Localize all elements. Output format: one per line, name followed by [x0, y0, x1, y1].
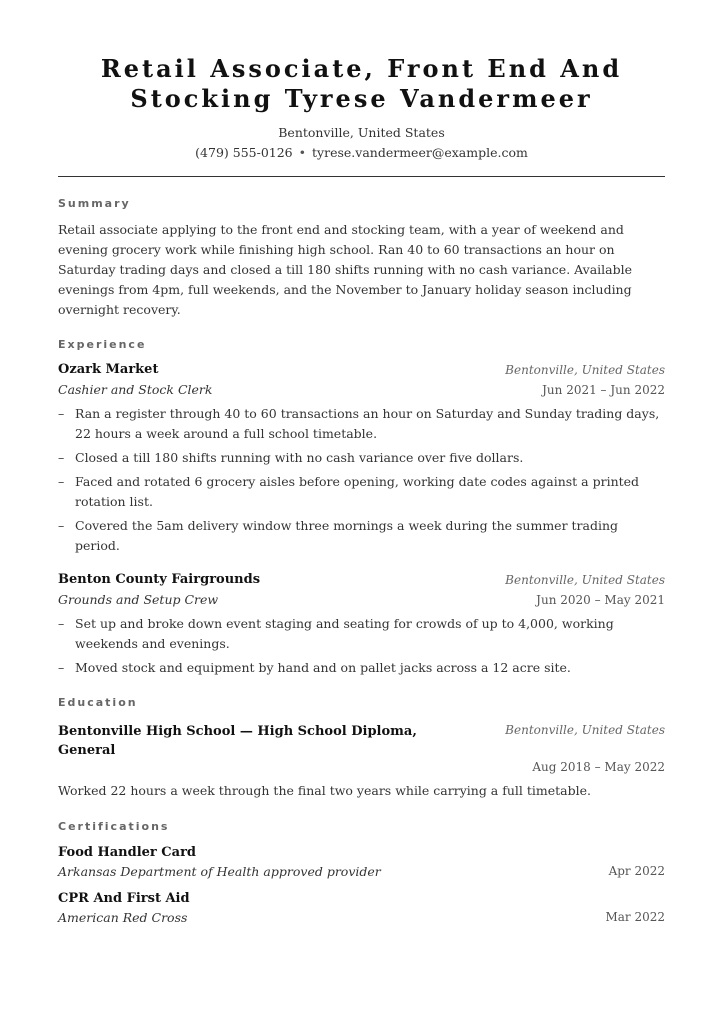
education-note: Worked 22 hours a week through the final two years while carrying a full timetable. [58, 783, 591, 798]
contact-line [58, 145, 665, 160]
job-bullet: – Faced and rotated 6 grocery aisles before opening, working date codes against a printed rotation list. [58, 472, 665, 512]
job-dates: Jun 2020 – May 2021 [536, 593, 665, 607]
contact-separator: • [298, 145, 307, 160]
education-dates: Aug 2018 – May 2022 [532, 760, 665, 774]
job-bullet: – Ran a register through 40 to 60 transactions an hour on Saturday and Sunday trading days, 22 hours a week around a full school timetable. [58, 404, 665, 444]
summary-heading: Summary [58, 197, 131, 210]
school-degree-line-1: Bentonville High School — High School Diploma, [58, 724, 417, 739]
name-line-2: Stocking Tyrese Vandermeer [130, 84, 593, 113]
job-bullet: – Closed a till 180 shifts running with no cash variance over five dollars. [58, 448, 665, 468]
experience-heading: Experience [58, 338, 147, 351]
certification-date: Apr 2022 [608, 864, 665, 878]
employer-name: Ozark Market [58, 362, 159, 377]
school-degree [58, 722, 417, 760]
job-location: Bentonville, United States [505, 573, 665, 587]
header-location: Bentonville, United States [278, 125, 445, 140]
job-bullets [58, 404, 665, 560]
name-line-1: Retail Associate, Front End And [100, 54, 623, 83]
job-bullet: – Moved stock and equipment by hand and on pallet jacks across a 12 acre site. [58, 658, 665, 678]
job-bullets [58, 614, 665, 682]
school-location: Bentonville, United States [505, 723, 665, 737]
job-title: Cashier and Stock Clerk [58, 382, 213, 397]
certification-issuer: Arkansas Department of Health approved provider [58, 864, 381, 879]
job-dates: Jun 2021 – Jun 2022 [542, 383, 665, 397]
certification-name: CPR And First Aid [58, 891, 190, 906]
email-address: tyrese.vandermeer@example.com [312, 145, 528, 160]
school-degree-line-2: General [58, 743, 116, 758]
job-title: Grounds and Setup Crew [58, 592, 219, 607]
job-bullet: – Set up and broke down event staging and seating for crowds of up to 4,000, working weekends and evenings. [58, 614, 665, 654]
summary-text: Retail associate applying to the front end and stocking team, with a year of weekend and evening grocery work while finishing high school. Ran 40 to 60 transactions an hour on Saturday trading days and closed a till 180 shifts running with no cash variance. Available evenings from 4pm, full weekends, and the November to January holiday season including overnight recovery. [58, 222, 633, 317]
certification-date: Mar 2022 [605, 910, 665, 924]
header-divider [58, 176, 665, 177]
certification-issuer: American Red Cross [58, 910, 188, 925]
phone-number: (479) 555-0126 [195, 145, 293, 160]
education-heading: Education [58, 696, 138, 709]
employer-name: Benton County Fairgrounds [58, 572, 261, 587]
job-bullet: – Covered the 5am delivery window three mornings a week during the summer trading period. [58, 516, 665, 556]
candidate-name [58, 54, 665, 114]
certification-name: Food Handler Card [58, 845, 197, 860]
job-location: Bentonville, United States [505, 363, 665, 377]
certifications-heading: Certifications [58, 820, 170, 833]
